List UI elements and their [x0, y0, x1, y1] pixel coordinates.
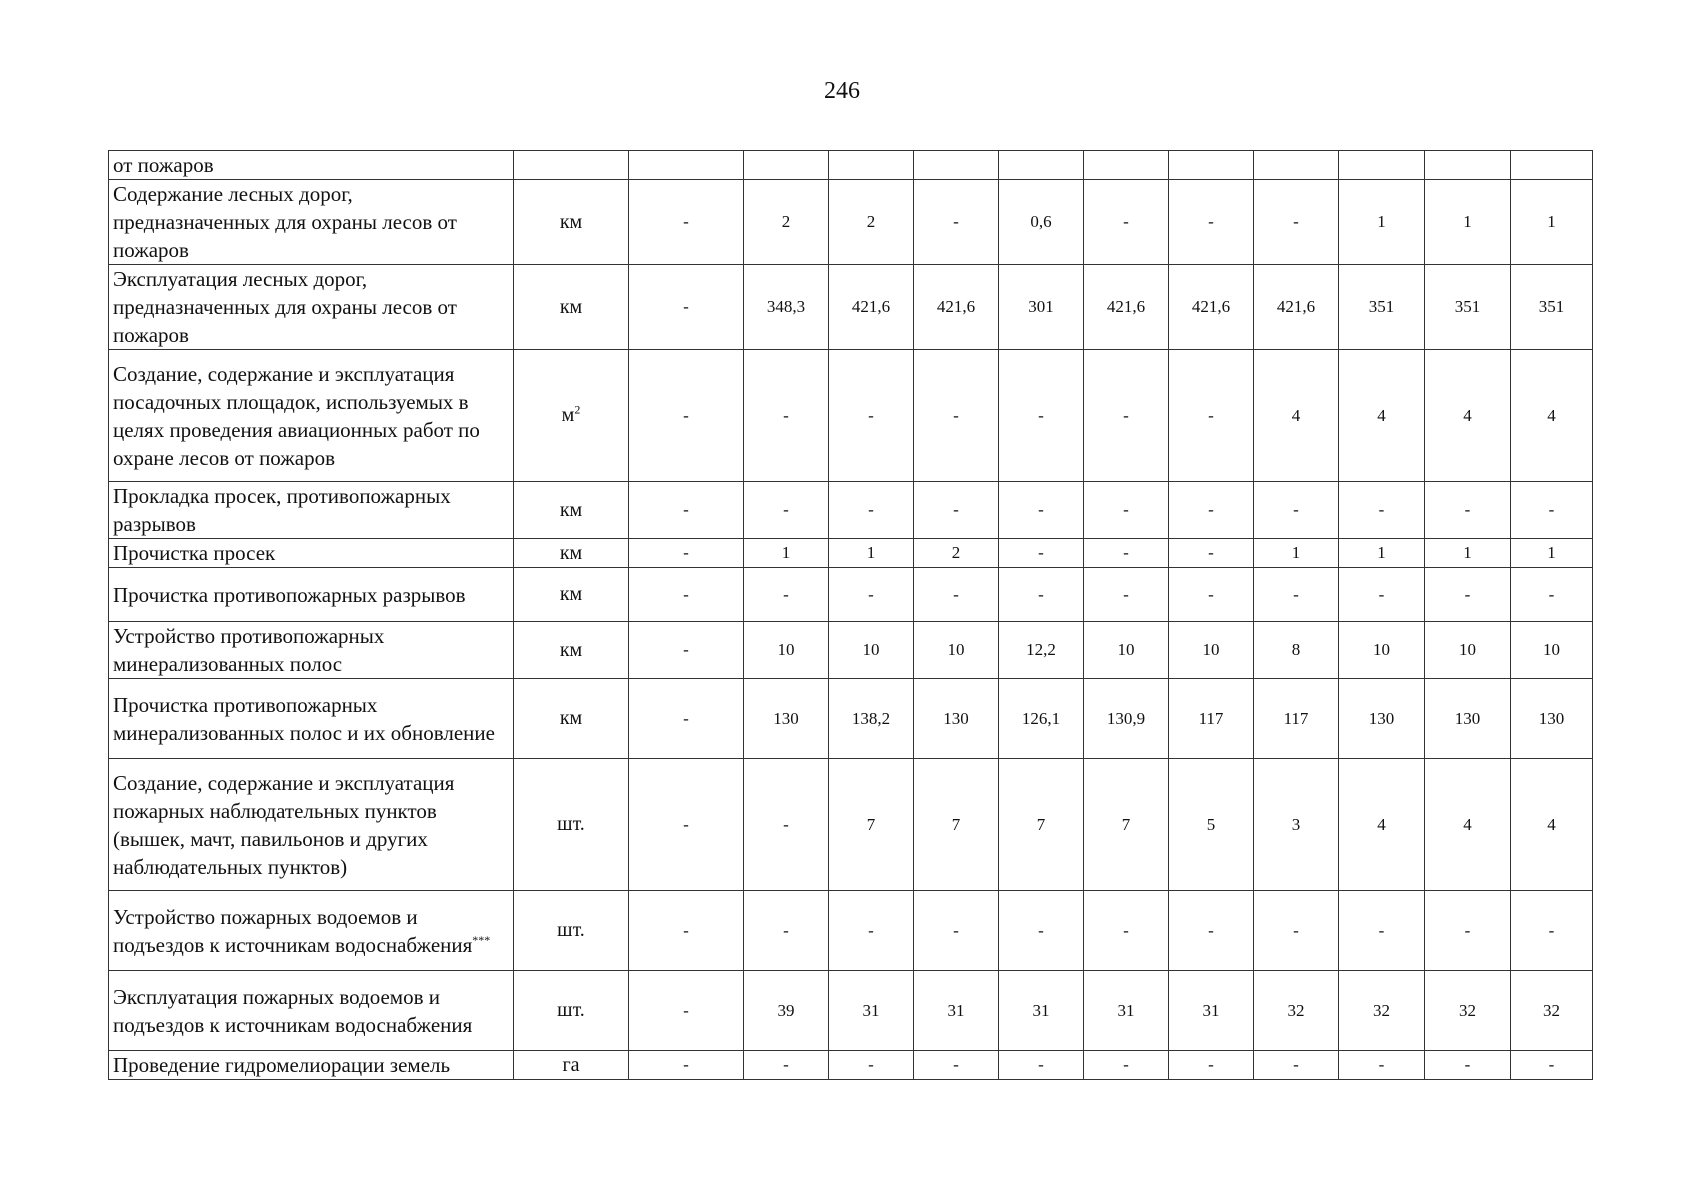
value-cell: 1: [1511, 539, 1593, 568]
value-cell: -: [1511, 891, 1593, 971]
row-name: от пожаров: [113, 153, 214, 177]
value-cell: 117: [1169, 679, 1254, 759]
value-cell: 421,6: [1084, 265, 1169, 350]
value-cell: 31: [914, 971, 999, 1051]
value-cell: -: [1511, 568, 1593, 622]
unit-cell: [514, 891, 629, 971]
value-cell: [1169, 151, 1254, 180]
value-cell: 126,1: [999, 679, 1084, 759]
value-cell: -: [1169, 350, 1254, 482]
data-table: [108, 150, 1593, 1080]
row-name-cell: [109, 539, 514, 568]
value-cell: 31: [829, 971, 914, 1051]
row-name: Эксплуатация лесных дорог, предназначенных для охраны лесов от пожаров: [113, 267, 457, 347]
value-cell: 1: [829, 539, 914, 568]
row-name-cell: [109, 568, 514, 622]
value-cell: -: [629, 971, 744, 1051]
table-row: [109, 180, 1593, 265]
value-cell: 10: [829, 622, 914, 679]
row-name-cell: [109, 1051, 514, 1080]
row-name: Устройство противопожарных минерализованных полос: [113, 624, 385, 676]
value-cell: -: [999, 350, 1084, 482]
value-cell: 4: [1254, 350, 1339, 482]
value-cell: 12,2: [999, 622, 1084, 679]
value-cell: -: [829, 1051, 914, 1080]
value-cell: -: [629, 568, 744, 622]
table-row: [109, 759, 1593, 891]
table-row: [109, 539, 1593, 568]
value-cell: 348,3: [744, 265, 829, 350]
table-row: [109, 350, 1593, 482]
value-cell: -: [829, 568, 914, 622]
value-cell: -: [1169, 482, 1254, 539]
value-cell: 31: [1169, 971, 1254, 1051]
value-cell: -: [914, 180, 999, 265]
unit-cell: [514, 759, 629, 891]
value-cell: -: [629, 622, 744, 679]
value-cell: [1511, 151, 1593, 180]
unit-label: км: [559, 583, 583, 605]
unit-superscript: 2: [574, 402, 581, 417]
value-cell: 10: [1511, 622, 1593, 679]
value-cell: -: [914, 1051, 999, 1080]
table-row: [109, 622, 1593, 679]
row-name: Создание, содержание и эксплуатация пожарных наблюдательных пунктов (вышек, мачт, павильонов и других наблюдательных пунктов): [113, 770, 455, 879]
value-cell: 7: [829, 759, 914, 891]
table-body: [109, 151, 1593, 1080]
row-name-cell: [109, 350, 514, 482]
value-cell: 1: [1254, 539, 1339, 568]
value-cell: -: [1169, 539, 1254, 568]
value-cell: 3: [1254, 759, 1339, 891]
table-row: [109, 265, 1593, 350]
unit-cell: [514, 1051, 629, 1080]
row-name: Проведение гидромелиорации земель: [113, 1053, 451, 1077]
value-cell: 301: [999, 265, 1084, 350]
unit-cell: [514, 971, 629, 1051]
table-row: [109, 1051, 1593, 1080]
value-cell: -: [1339, 482, 1425, 539]
value-cell: -: [629, 1051, 744, 1080]
value-cell: 4: [1511, 350, 1593, 482]
value-cell: 351: [1425, 265, 1511, 350]
unit-cell: [514, 622, 629, 679]
value-cell: 1: [1339, 539, 1425, 568]
value-cell: -: [744, 891, 829, 971]
value-cell: -: [1169, 891, 1254, 971]
value-cell: -: [629, 539, 744, 568]
value-cell: 130,9: [1084, 679, 1169, 759]
value-cell: 5: [1169, 759, 1254, 891]
table-row: [109, 151, 1593, 180]
value-cell: -: [1254, 180, 1339, 265]
value-cell: -: [1339, 891, 1425, 971]
table-row: [109, 679, 1593, 759]
value-cell: [829, 151, 914, 180]
value-cell: -: [1084, 350, 1169, 482]
unit-cell: [514, 539, 629, 568]
value-cell: [999, 151, 1084, 180]
value-cell: 7: [999, 759, 1084, 891]
row-name-cell: [109, 622, 514, 679]
value-cell: -: [1084, 568, 1169, 622]
value-cell: -: [1169, 180, 1254, 265]
unit-label: шт.: [557, 919, 585, 941]
value-cell: -: [1084, 891, 1169, 971]
value-cell: -: [1339, 568, 1425, 622]
value-cell: 31: [999, 971, 1084, 1051]
value-cell: -: [629, 759, 744, 891]
row-name: Прочистка противопожарных разрывов: [113, 582, 466, 607]
value-cell: [1084, 151, 1169, 180]
value-cell: 130: [914, 679, 999, 759]
row-name-cell: [109, 971, 514, 1051]
value-cell: -: [829, 482, 914, 539]
value-cell: -: [629, 891, 744, 971]
value-cell: 0,6: [999, 180, 1084, 265]
value-cell: 10: [1169, 622, 1254, 679]
value-cell: -: [914, 568, 999, 622]
unit-label: км: [559, 210, 583, 233]
page-number: 246: [824, 78, 860, 104]
value-cell: 7: [914, 759, 999, 891]
value-cell: [1339, 151, 1425, 180]
row-name-cell: [109, 759, 514, 891]
value-cell: 2: [829, 180, 914, 265]
value-cell: -: [629, 482, 744, 539]
value-cell: 117: [1254, 679, 1339, 759]
row-name-cell: [109, 265, 514, 350]
value-cell: 39: [744, 971, 829, 1051]
footnote-mark: ***: [472, 932, 491, 947]
value-cell: -: [1425, 1051, 1511, 1080]
value-cell: -: [999, 539, 1084, 568]
value-cell: 2: [744, 180, 829, 265]
value-cell: 4: [1425, 759, 1511, 891]
value-cell: -: [999, 568, 1084, 622]
row-name: Прокладка просек, противопожарных разрывов: [113, 484, 451, 536]
row-name: Прочистка противопожарных минерализованных полос и их обновление: [113, 692, 495, 745]
value-cell: [914, 151, 999, 180]
value-cell: -: [1425, 568, 1511, 622]
value-cell: -: [1339, 1051, 1425, 1080]
value-cell: 4: [1339, 759, 1425, 891]
row-name: Эксплуатация пожарных водоемов и подъездов к источникам водоснабжения: [113, 984, 473, 1037]
unit-label: га: [562, 1053, 580, 1076]
value-cell: 1: [1339, 180, 1425, 265]
unit-label: км: [559, 707, 583, 729]
value-cell: 10: [1425, 622, 1511, 679]
row-name-cell: [109, 891, 514, 971]
value-cell: 421,6: [829, 265, 914, 350]
value-cell: 8: [1254, 622, 1339, 679]
value-cell: -: [744, 1051, 829, 1080]
value-cell: -: [629, 265, 744, 350]
value-cell: 421,6: [1169, 265, 1254, 350]
value-cell: 32: [1511, 971, 1593, 1051]
unit-cell: [514, 482, 629, 539]
value-cell: -: [1169, 568, 1254, 622]
value-cell: [1254, 151, 1339, 180]
value-cell: 1: [1425, 539, 1511, 568]
value-cell: [1425, 151, 1511, 180]
unit-label: км: [559, 295, 583, 318]
value-cell: -: [1084, 482, 1169, 539]
value-cell: 351: [1511, 265, 1593, 350]
value-cell: [744, 151, 829, 180]
value-cell: 351: [1339, 265, 1425, 350]
row-name-cell: [109, 180, 514, 265]
value-cell: -: [1511, 482, 1593, 539]
value-cell: 130: [1511, 679, 1593, 759]
unit-label: км: [559, 638, 583, 661]
value-cell: -: [744, 759, 829, 891]
unit-cell: [514, 568, 629, 622]
unit-cell: [514, 265, 629, 350]
value-cell: -: [914, 350, 999, 482]
value-cell: 10: [914, 622, 999, 679]
table-row: [109, 891, 1593, 971]
value-cell: 10: [1084, 622, 1169, 679]
value-cell: 31: [1084, 971, 1169, 1051]
value-cell: 32: [1254, 971, 1339, 1051]
unit-cell: [514, 679, 629, 759]
value-cell: 32: [1339, 971, 1425, 1051]
row-name: Устройство пожарных водоемов и подъездов к источникам водоснабжения: [113, 904, 473, 957]
value-cell: 4: [1339, 350, 1425, 482]
value-cell: -: [1511, 1051, 1593, 1080]
unit-label: шт.: [557, 813, 585, 835]
value-cell: 7: [1084, 759, 1169, 891]
value-cell: -: [1084, 539, 1169, 568]
value-cell: 130: [1425, 679, 1511, 759]
row-name-cell: [109, 151, 514, 180]
value-cell: 4: [1511, 759, 1593, 891]
unit-label: км: [559, 498, 583, 521]
value-cell: -: [629, 180, 744, 265]
value-cell: 2: [914, 539, 999, 568]
value-cell: -: [829, 350, 914, 482]
value-cell: -: [744, 568, 829, 622]
row-name-cell: [109, 679, 514, 759]
value-cell: -: [1169, 1051, 1254, 1080]
value-cell: -: [744, 482, 829, 539]
value-cell: 10: [744, 622, 829, 679]
value-cell: 421,6: [914, 265, 999, 350]
unit-label: шт.: [557, 999, 585, 1021]
value-cell: -: [629, 350, 744, 482]
unit-label: м: [561, 404, 575, 426]
value-cell: -: [1254, 1051, 1339, 1080]
row-name: Содержание лесных дорог, предназначенных для охраны лесов от пожаров: [113, 182, 457, 262]
table-row: [109, 568, 1593, 622]
unit-cell: [514, 151, 629, 180]
unit-cell: [514, 350, 629, 482]
value-cell: 130: [1339, 679, 1425, 759]
value-cell: -: [629, 679, 744, 759]
value-cell: -: [999, 891, 1084, 971]
value-cell: 421,6: [1254, 265, 1339, 350]
table-row: [109, 971, 1593, 1051]
row-name: Создание, содержание и эксплуатация посадочных площадок, используемых в целях проведения авиационных работ по охране лесов от пожаров: [113, 361, 480, 470]
value-cell: -: [914, 482, 999, 539]
value-cell: [629, 151, 744, 180]
unit-cell: [514, 180, 629, 265]
value-cell: 1: [1425, 180, 1511, 265]
value-cell: -: [999, 1051, 1084, 1080]
table-row: [109, 482, 1593, 539]
value-cell: 130: [744, 679, 829, 759]
row-name: Прочистка просек: [113, 541, 276, 565]
value-cell: -: [829, 891, 914, 971]
value-cell: -: [1425, 482, 1511, 539]
value-cell: -: [999, 482, 1084, 539]
value-cell: -: [1254, 568, 1339, 622]
row-name-cell: [109, 482, 514, 539]
value-cell: 1: [744, 539, 829, 568]
value-cell: 32: [1425, 971, 1511, 1051]
value-cell: -: [1254, 891, 1339, 971]
value-cell: -: [744, 350, 829, 482]
value-cell: -: [914, 891, 999, 971]
value-cell: -: [1084, 1051, 1169, 1080]
value-cell: 4: [1425, 350, 1511, 482]
value-cell: -: [1084, 180, 1169, 265]
value-cell: -: [1254, 482, 1339, 539]
unit-label: км: [559, 541, 583, 564]
value-cell: 1: [1511, 180, 1593, 265]
value-cell: -: [1425, 891, 1511, 971]
value-cell: 138,2: [829, 679, 914, 759]
value-cell: 10: [1339, 622, 1425, 679]
